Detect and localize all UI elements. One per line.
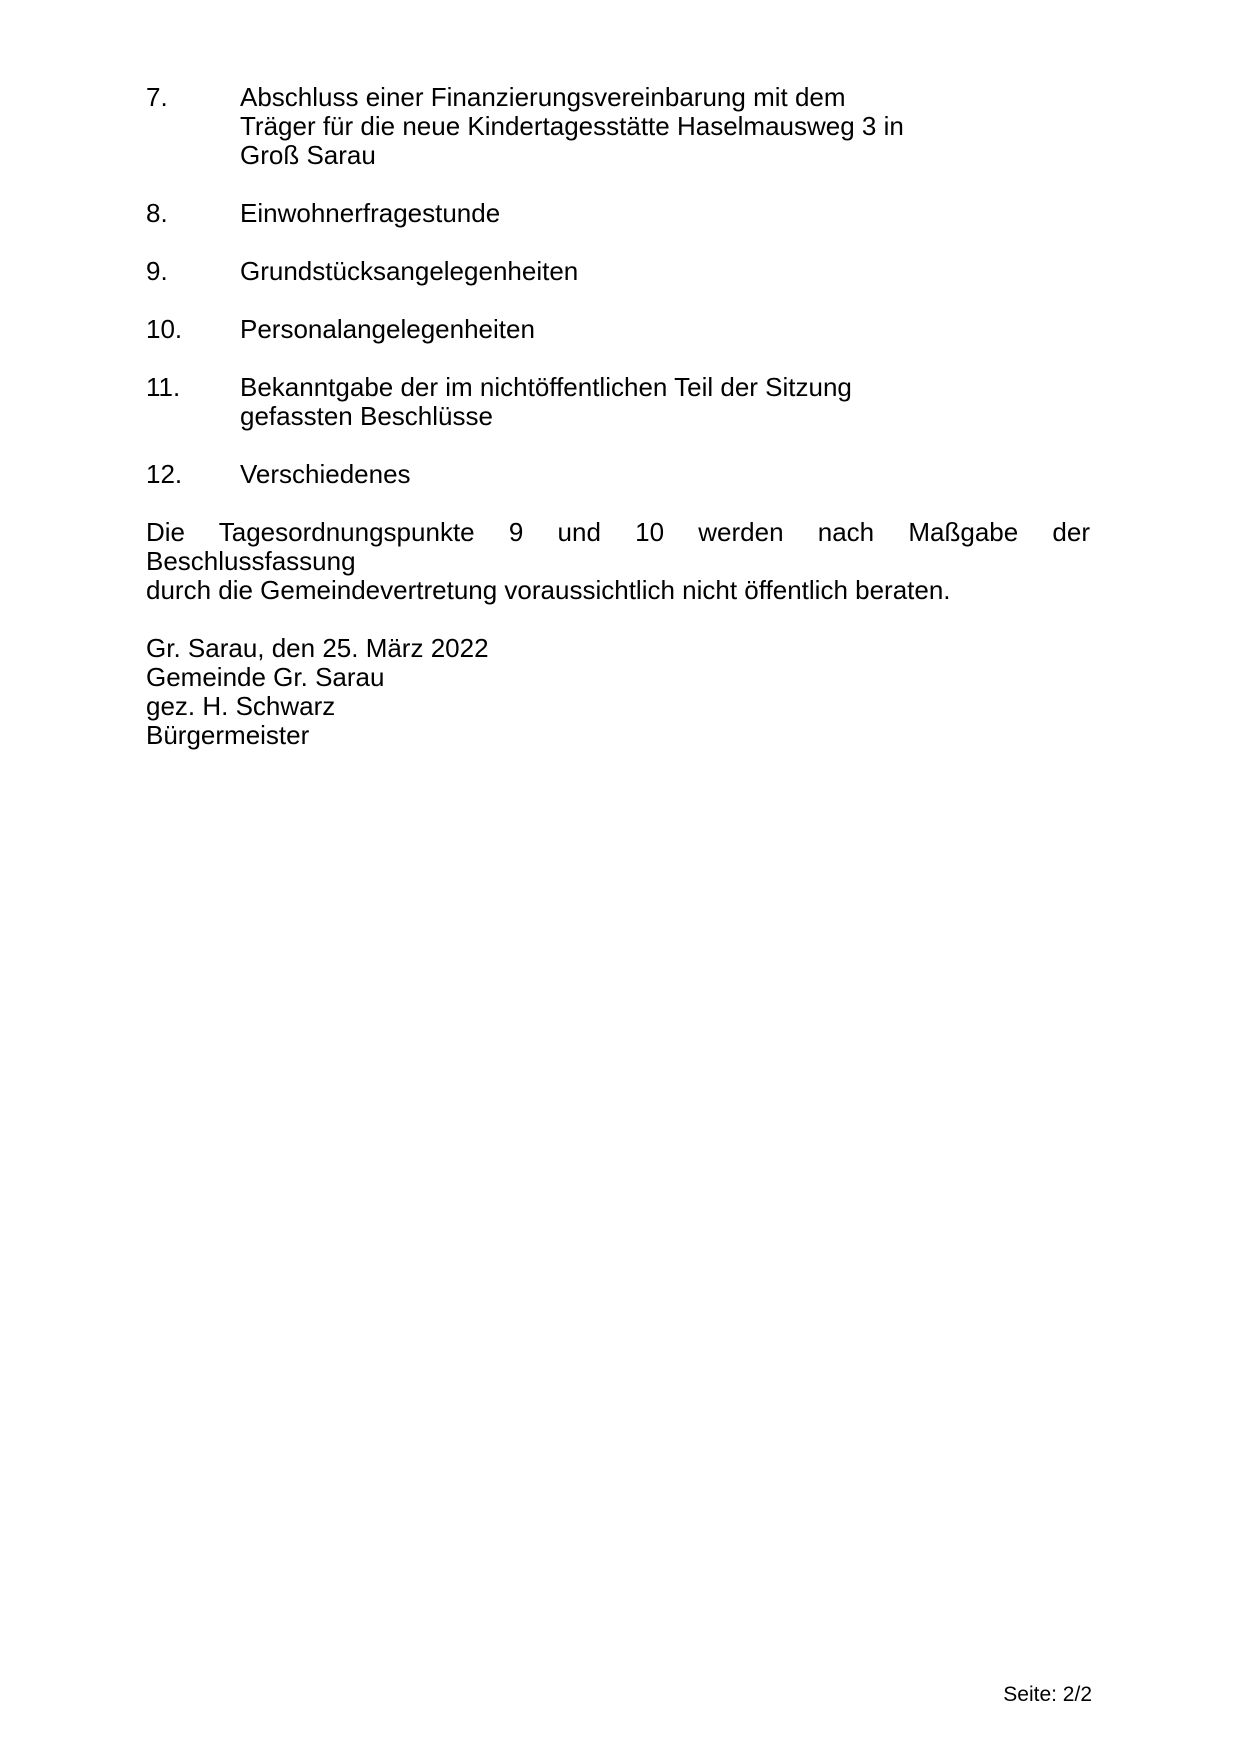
signature-title: Bürgermeister: [146, 720, 310, 750]
agenda-item-number: 7.: [146, 82, 168, 112]
page-number-footer: Seite: 2/2: [1003, 1683, 1092, 1706]
agenda-item-line: Abschluss einer Finanzierungsvereinbarung mit dem: [240, 82, 846, 112]
agenda-item-line: gefassten Beschlüsse: [240, 401, 493, 431]
non-public-note: [146, 518, 1090, 605]
agenda-item: [146, 199, 1090, 228]
agenda-item-line: Bekanntgabe der im nichtöffentlichen Teil der Sitzung: [240, 372, 852, 402]
agenda-item: [146, 83, 1090, 170]
signature-municipality: Gemeinde Gr. Sarau: [146, 662, 385, 692]
agenda-item-line: Einwohnerfragestunde: [240, 198, 501, 228]
content-column: [146, 83, 1090, 750]
agenda-item-text: [240, 315, 1090, 344]
signature-place-date: Gr. Sarau, den 25. März 2022: [146, 633, 489, 663]
agenda-item-text: [240, 460, 1090, 489]
agenda-item-number: 8.: [146, 198, 168, 228]
agenda-item-text: [240, 199, 1090, 228]
agenda-item-line: Verschiedenes: [240, 459, 411, 489]
agenda-item-number: 11.: [146, 372, 181, 402]
agenda-item-number: 9.: [146, 256, 168, 286]
agenda-item-number: 12.: [146, 459, 183, 489]
signature-signed-by: gez. H. Schwarz: [146, 691, 336, 721]
note-line: Die Tagesordnungspunkte 9 und 10 werden nach Maßgabe der Beschlussfassung: [146, 517, 1090, 576]
agenda-item-line: Personalangelegenheiten: [240, 314, 535, 344]
agenda-item-text: [240, 257, 1090, 286]
note-line: durch die Gemeindevertretung voraussichtlich nicht öffentlich beraten.: [146, 575, 951, 605]
agenda-item-line: Grundstücksangelegenheiten: [240, 256, 579, 286]
agenda-item-line: Träger für die neue Kindertagesstätte Haselmausweg 3 in: [240, 111, 904, 141]
agenda-item: [146, 257, 1090, 286]
agenda-item: [146, 460, 1090, 489]
agenda-item-number: 10.: [146, 314, 183, 344]
signature-block: [146, 634, 1090, 750]
agenda-item-line: Groß Sarau: [240, 140, 376, 170]
agenda-item: [146, 373, 1090, 431]
agenda-item-text: [240, 373, 1090, 431]
agenda-item: [146, 315, 1090, 344]
agenda-item-text: [240, 83, 1090, 170]
